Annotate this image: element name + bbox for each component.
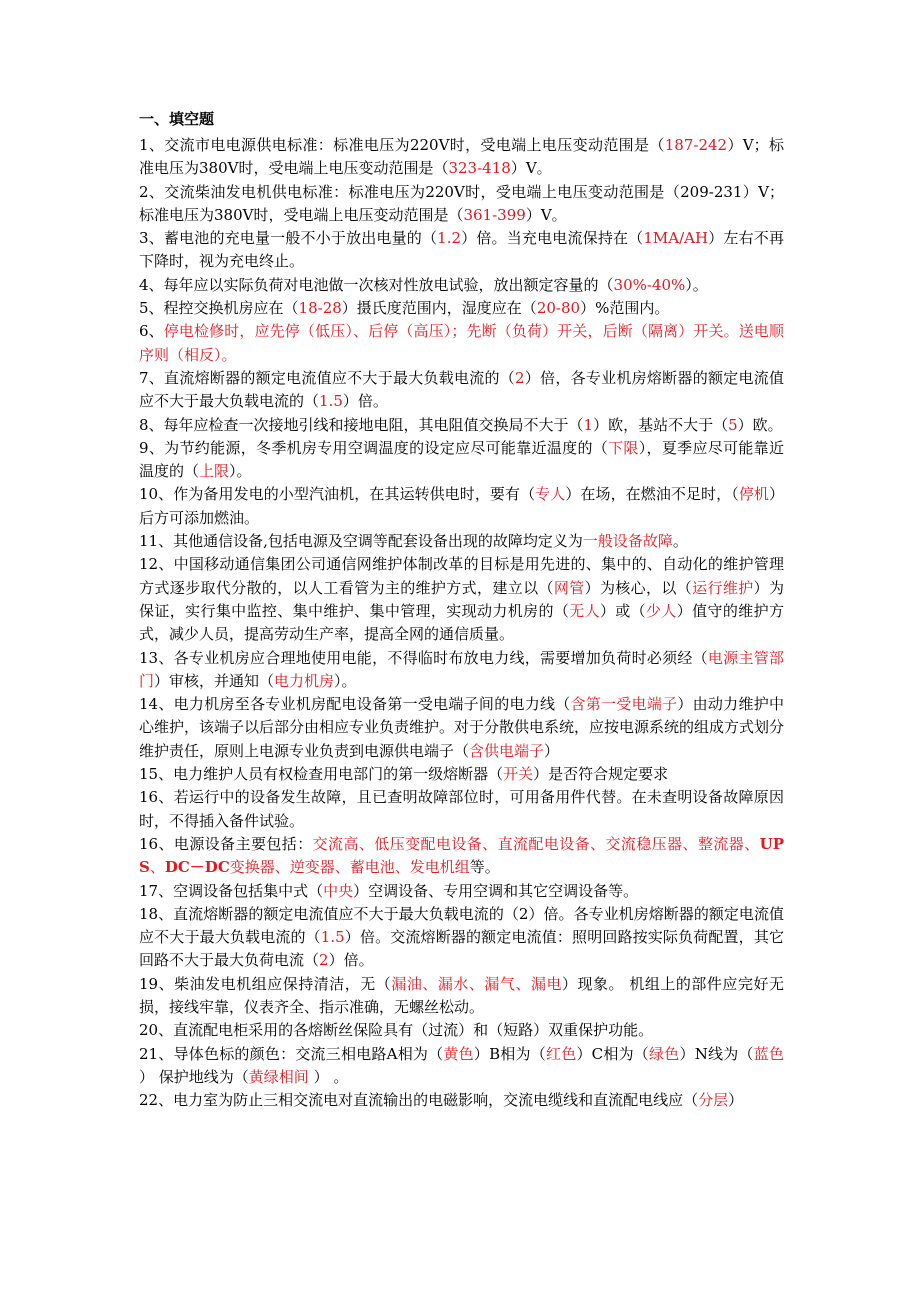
answer-text: 运行维护 [692, 578, 754, 597]
question-text: 8、每年应检查一次接地引线和接地电阻，其电阻值交换局不大于（ [139, 415, 584, 434]
answer-text: 下限 [608, 438, 639, 457]
answer-text: 漏油、漏水、漏气、漏电 [391, 974, 562, 993]
question-text: ）。 [685, 275, 708, 294]
question-text: 2、交流柴油发电机供电标准：标准电压为220V时，受电端上电压变动范围是（209-231）V；标准电压为380V时，受电端上电压变动范围是（ [139, 182, 784, 224]
question-text: ）或（ [599, 601, 647, 620]
question-text: 20、直流配电柜采用的各熔断丝保险具有（过流）和（短路）双重保护功能。 [139, 1021, 654, 1040]
question-text: ）V；标准电压为380V时，受电端上电压变动范围是（ [139, 136, 784, 178]
question-text: ）由动力维护中心维护，该端子以后部分由相应专业负责维护。对于分散供电系统，应按电源系统的组成方式划分维护责任，原则上电源专业负责到电源供电端子（ [139, 695, 785, 760]
question-text: ）倍。 [328, 951, 374, 970]
question-text: ）倍。当充电电流保持在（ [461, 229, 644, 248]
question-text: ）在场，在燃油不足时，（ [565, 485, 739, 504]
question-text: 19、柴油发电机组应保持清洁，无（ [139, 974, 392, 993]
question-text: ）V。 [510, 159, 552, 178]
answer-text: 323-418 [448, 159, 511, 178]
document-page [139, 108, 784, 1112]
question-text: 1、交流市电电源供电标准：标准电压为220V时，受电端上电压变动范围是（ [139, 136, 665, 154]
question-item [139, 227, 784, 274]
question-item [139, 763, 784, 786]
answer-text: 上限 [199, 462, 230, 481]
question-text: 17、空调设备包括集中式（ [139, 881, 324, 900]
question-text: ）是否符合规定要求 [533, 765, 669, 784]
question-list [139, 134, 784, 1112]
question-item [139, 880, 784, 903]
question-item [139, 437, 784, 484]
question-text: 4、每年应以实际负荷对电池做一次核对性放电试验，放出额定容量的（ [139, 275, 614, 294]
answer-text: 1.2 [437, 229, 462, 248]
question-item [139, 134, 784, 181]
answer-text: 中央 [323, 881, 354, 900]
question-item [139, 833, 784, 880]
question-item [139, 367, 784, 414]
question-text: ） [544, 741, 560, 760]
answer-text: 开关 [503, 765, 534, 784]
question-text: ）现象。 机组上的部件应完好无损，接线牢靠，仪表齐全、指示准确，无螺丝松动。 [139, 974, 784, 1016]
answer-text: 1 [583, 415, 594, 434]
question-text: 21、导体色标的颜色：交流三相电路A相为（ [139, 1044, 444, 1063]
answer-text: 变换器、逆变器、蓄电池、发电机组 [229, 858, 470, 877]
answer-text: 2 [319, 951, 329, 970]
answer-text: 2 [515, 368, 525, 387]
question-text: 3、蓄电池的充电量一般不小于放出电量的（ [139, 229, 438, 248]
question-item [139, 903, 784, 973]
answer-text: 18-28 [298, 299, 342, 318]
question-item [139, 693, 784, 763]
answer-text: 黄色 [443, 1044, 474, 1063]
question-text: 13、各专业机房应合理地使用电能，不得临时布放电力线，需要增加负荷时必须经（ [139, 648, 708, 667]
answer-text: 1.5 [320, 928, 345, 947]
question-item [139, 973, 784, 1020]
question-text: 18、直流熔断器的额定电流值应不大于最大负载电流的（2）倍。各专业机房熔断器的额定电流值应不大于最大负载电流的（ [139, 904, 784, 947]
answer-text: 停机 [738, 485, 769, 504]
question-text: 7、直流熔断器的额定电流值应不大于最大负载电流的（ [139, 368, 516, 387]
question-item [139, 1043, 784, 1090]
question-text: ）空调设备、专用空调和其它空调设备等。 [353, 881, 639, 900]
question-item [139, 181, 784, 228]
question-text: ）为保证，实行集中监控、集中维护、集中管理，实现动力机房的（ [139, 578, 784, 620]
answer-text: 含供电端子 [469, 741, 545, 760]
answer-text: DC－DC [164, 858, 230, 877]
answer-text: 交流高、低压变配电设备、直流配电设备、交流稳压器、整流器、 [312, 834, 760, 853]
question-text: ）%范围内。 [580, 299, 670, 318]
question-item [139, 647, 784, 694]
question-text: 14、电力机房至各专业机房配电设备第一受电端子间的电力线（ [139, 695, 571, 714]
answer-text: 361-399 [463, 205, 526, 224]
question-text: 16、若运行中的设备发生故障，且已查明故障部位时，可用备用件代替。在未查明设备故障原因时，不得插入备件试验。 [139, 788, 784, 830]
answer-text: 无人 [569, 601, 600, 620]
question-text: ）欧，基站不大于（ [593, 415, 729, 434]
answer-text: 红色 [545, 1044, 577, 1063]
answer-text: UPS [139, 834, 784, 877]
question-text: 22、电力室为防止三相交流电对直流输出的电磁影响，交流电缆线和直流配电线应（ [139, 1091, 699, 1110]
answer-text: 专人 [535, 485, 566, 504]
question-text: ） [728, 1091, 744, 1110]
question-text: ） 保护地线为（ [139, 1067, 249, 1086]
question-text: ）倍，各专业机房熔断器的额定电流值应不大于最大负载电流的（ [139, 368, 784, 411]
question-text: ）倍。交流熔断器的额定电流值：照明回路按实际负荷配置，其它回路不大于最大负荷电流（ [139, 928, 784, 970]
answer-text: 、 [149, 858, 165, 877]
question-text: ）左右不再下降时，视为充电终止。 [139, 229, 784, 271]
question-text: ），夏季应尽可能靠近温度的（ [139, 438, 784, 481]
question-text: 10、作为备用发电的小型汽油机，在其运转供电时，要有（ [139, 485, 536, 504]
question-item [139, 297, 784, 320]
question-item [139, 483, 784, 530]
question-text: ） 。 [313, 1067, 349, 1086]
answer-text: 含第一受电端子 [570, 695, 678, 714]
question-text: 12、中国移动通信集团公司通信网维护体制改革的目标是用先进的、集中的、自动化的维护管理方式逐步取代分散的，以人工看管为主的维护方式，建立以（ [139, 555, 784, 597]
question-item [139, 553, 784, 646]
question-text: ）摄氏度范围内，湿度应在（ [341, 299, 537, 318]
answer-text: 蓝色 [753, 1044, 784, 1063]
answer-text: 少人 [646, 601, 677, 620]
answer-text: 网管 [553, 578, 585, 597]
answer-text: 187-242 [664, 136, 728, 154]
question-item [139, 320, 784, 367]
answer-text: 20-80 [536, 299, 581, 318]
question-item [139, 786, 784, 833]
question-text: 15、电力维护人员有权检查用电部门的第一级熔断器（ [139, 765, 504, 784]
answer-text: 分层 [698, 1091, 729, 1110]
question-text: 9、为节约能源，冬季机房专用空调温度的设定应尽可能靠近温度的（ [139, 438, 609, 457]
section-heading: 一、填空题 [139, 110, 215, 128]
question-text: ）后方可添加燃油。 [139, 485, 784, 527]
question-text: 。 [672, 532, 688, 551]
answer-text: 停电检修时，应先停（低压）、后停（高压）；先断（负荷）开关，后断（隔离）开关。送电顺序则（相反）。 [139, 322, 784, 364]
question-text: ）倍。 [342, 392, 388, 411]
question-text: ）欧。 [737, 415, 783, 434]
question-text: ）值守的维护方式，减少人员，提高劳动生产率，提高全网的通信质量。 [139, 601, 784, 644]
question-text: 16、电源设备主要包括： [139, 834, 313, 853]
question-item [139, 1089, 784, 1112]
question-text: ）B相为（ [473, 1044, 546, 1063]
question-text: 等。 [469, 858, 500, 877]
question-text: ）。 [229, 462, 252, 481]
answer-text: 1.5 [319, 392, 343, 411]
question-text: 11、其他通信设备,包括电源及空调等配套设备出现的故障均定义为 [139, 532, 583, 551]
question-text: ）N线为（ [679, 1044, 754, 1063]
question-text: 6、 [139, 322, 164, 341]
question-item [139, 274, 784, 297]
answer-text: 30%-40% [613, 275, 686, 294]
question-text: ）V。 [525, 205, 567, 224]
question-item [139, 530, 784, 553]
question-text: ）C相为（ [576, 1044, 650, 1063]
answer-text: 电源主管部门 [139, 648, 784, 690]
answer-text: 黄绿相间 [248, 1067, 314, 1086]
question-item [139, 1019, 784, 1042]
question-text: ）审核，并通知（ [154, 671, 275, 690]
answer-text: 绿色 [649, 1044, 680, 1063]
question-text: 5、程控交换机房应在（ [139, 299, 299, 318]
question-text: ）。 [334, 671, 357, 690]
answer-text: 电力机房 [274, 671, 335, 690]
answer-text: 5 [728, 415, 738, 434]
question-text: ）为核心，以（ [584, 578, 693, 597]
answer-text: 一般设备故障 [582, 532, 673, 551]
question-item [139, 414, 784, 437]
answer-text: 1MA/AH [643, 229, 709, 248]
